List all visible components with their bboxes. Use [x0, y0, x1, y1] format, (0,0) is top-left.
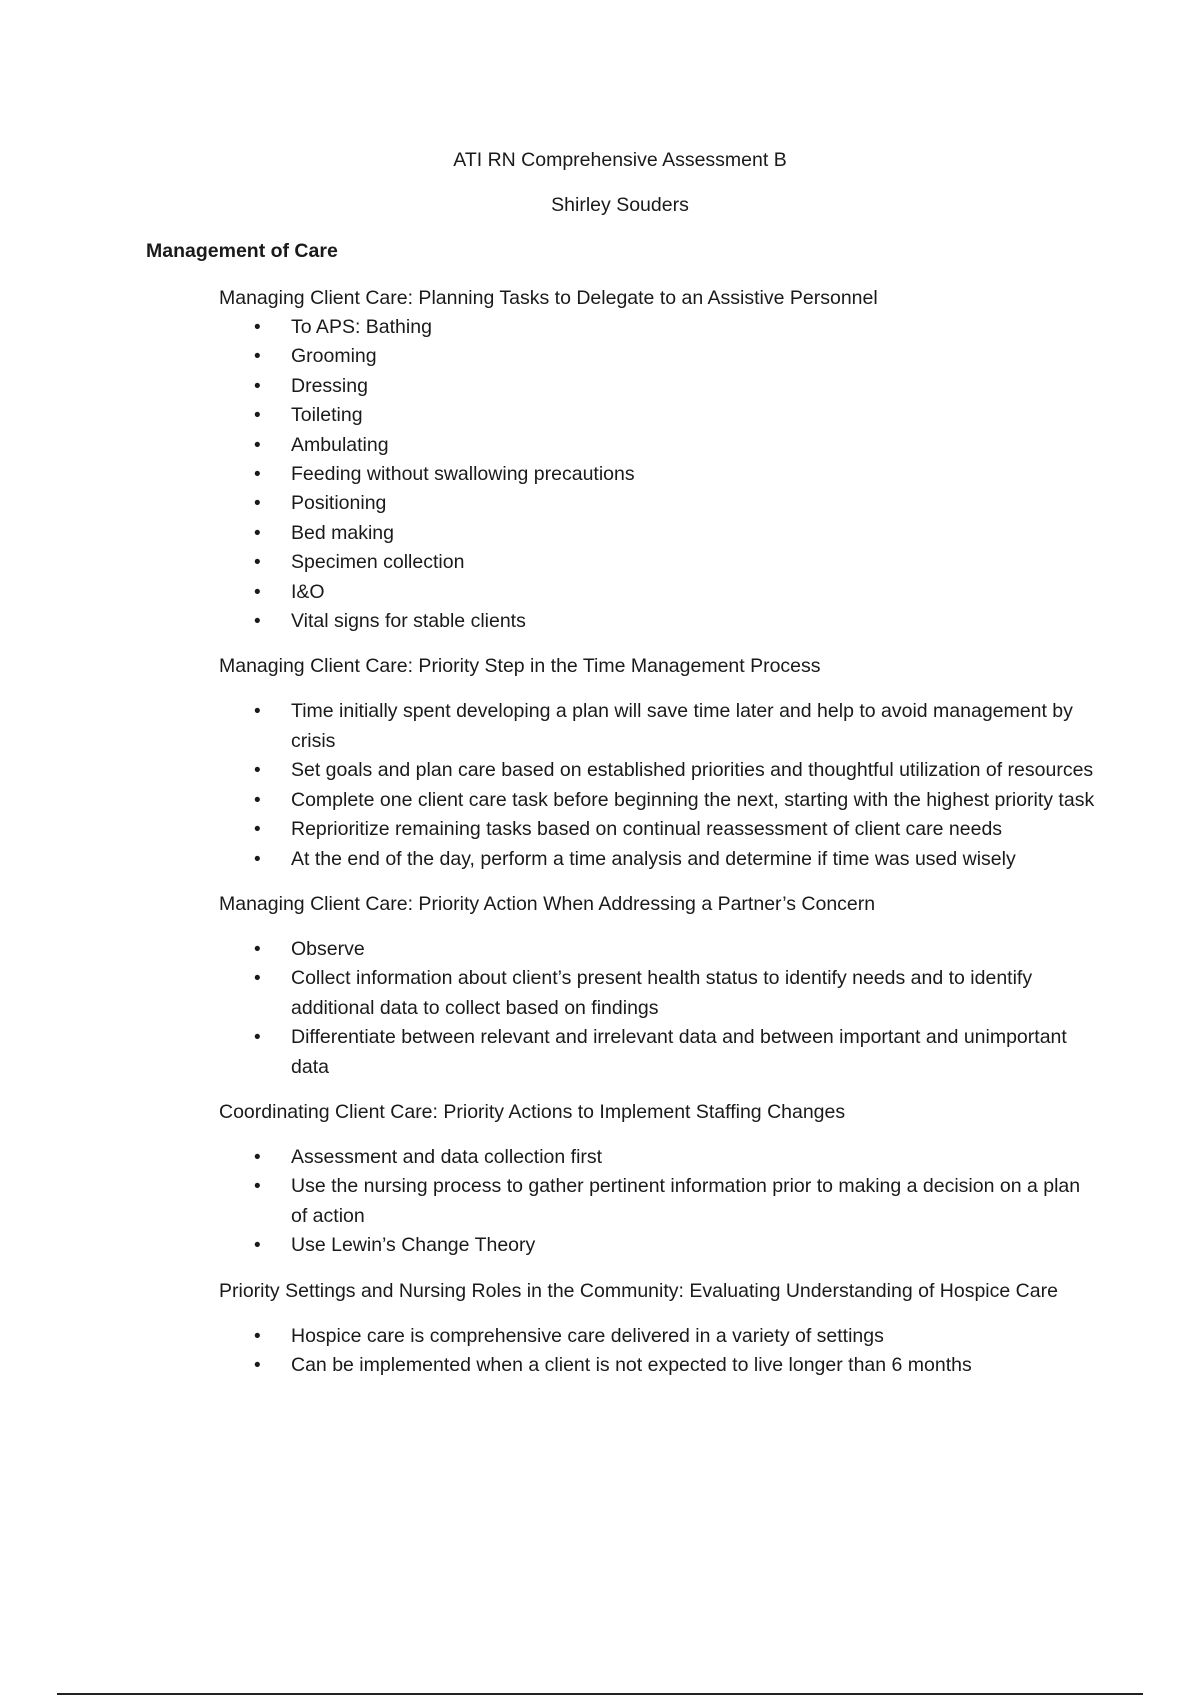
list-item — [219, 756, 1099, 785]
bullet-list — [219, 313, 1099, 636]
bullet-icon: • — [254, 611, 261, 633]
bullet-list — [219, 1322, 1099, 1381]
bullet-icon: • — [254, 375, 261, 397]
list-item-text: Feeding without swallowing precautions — [291, 463, 635, 486]
list-item-text: Assessment and data collection first — [291, 1145, 603, 1168]
list-item-text: Bed making — [291, 521, 394, 544]
list-item-text: Hospice care is comprehensive care delivered in a variety of settings — [291, 1324, 884, 1347]
list-item — [219, 1351, 1099, 1380]
bullet-list — [219, 1143, 1099, 1261]
list-item — [219, 342, 1099, 371]
list-item-text: Use Lewin’s Change Theory — [291, 1234, 536, 1257]
subsection-partner-concern — [219, 890, 1099, 1082]
footer-divider — [57, 1693, 1143, 1695]
list-item-text: Time initially spent developing a plan will save time later and help to avoid management by crisis — [291, 700, 1073, 752]
bullet-icon: • — [254, 968, 261, 990]
bullet-icon: • — [254, 1176, 261, 1198]
bullet-icon: • — [254, 346, 261, 368]
bullet-list — [219, 697, 1099, 873]
bullet-icon: • — [254, 581, 261, 603]
list-item — [219, 489, 1099, 518]
list-item-text: Ambulating — [291, 433, 389, 456]
list-item-text: Collect information about client’s present health status to identify needs and to identify additional data to collect based on findings — [291, 967, 1033, 1019]
bullet-list — [219, 935, 1099, 1082]
subsection-heading: Managing Client Care: Planning Tasks to Delegate to an Assistive Personnel — [219, 287, 878, 309]
bullet-icon: • — [254, 1325, 261, 1347]
subsection-heading: Managing Client Care: Priority Step in the Time Management Process — [219, 655, 821, 678]
document-author: Shirley Souders — [551, 194, 689, 216]
bullet-icon: • — [254, 760, 261, 782]
list-item — [219, 1322, 1099, 1351]
list-item-text: Positioning — [291, 492, 387, 515]
document-title: ATI RN Comprehensive Assessment B — [453, 149, 787, 171]
list-item — [219, 607, 1099, 636]
list-item-text: Can be implemented when a client is not expected to live longer than 6 months — [291, 1353, 972, 1376]
subsection-staffing-changes — [219, 1098, 1099, 1261]
bullet-icon: • — [254, 938, 261, 960]
list-item-text: Specimen collection — [291, 551, 465, 574]
subsection-delegate-tasks — [219, 284, 1099, 636]
bullet-icon: • — [254, 493, 261, 515]
list-item — [219, 460, 1099, 489]
bullet-icon: • — [254, 1354, 261, 1376]
list-item — [219, 578, 1099, 607]
bullet-icon: • — [254, 1146, 261, 1168]
list-item — [219, 548, 1099, 577]
list-item-text: To APS: Bathing — [291, 316, 432, 338]
subsection-heading: Managing Client Care: Priority Action When Addressing a Partner’s Concern — [219, 892, 876, 915]
list-item — [219, 697, 1099, 756]
bullet-icon: • — [254, 317, 261, 338]
list-item-text: Vital signs for stable clients — [291, 610, 526, 633]
list-item — [219, 935, 1099, 964]
bullet-icon: • — [254, 701, 261, 723]
list-item-text: At the end of the day, perform a time analysis and determine if time was used wisely — [291, 847, 1016, 870]
list-item-text: Reprioritize remaining tasks based on continual reassessment of client care needs — [291, 818, 1003, 841]
list-item — [219, 964, 1099, 1023]
list-item — [219, 313, 1099, 342]
bullet-icon: • — [254, 464, 261, 486]
list-item — [219, 1023, 1099, 1082]
list-item-text: Dressing — [291, 374, 368, 397]
bullet-icon: • — [254, 552, 261, 574]
subsection-time-management — [219, 652, 1099, 873]
list-item — [219, 1172, 1099, 1231]
list-item — [219, 1231, 1099, 1260]
list-item — [219, 372, 1099, 401]
subsection-hospice-care — [219, 1277, 1099, 1381]
bullet-icon: • — [254, 819, 261, 841]
list-item-text: Observe — [291, 937, 365, 960]
list-item — [219, 401, 1099, 430]
bullet-icon: • — [254, 434, 261, 456]
list-item — [219, 431, 1099, 460]
list-item-text: Differentiate between relevant and irrelevant data and between important and unimportant data — [291, 1026, 1067, 1078]
list-item — [219, 519, 1099, 548]
list-item-text: I&O — [291, 580, 325, 603]
section-heading: Management of Care — [146, 240, 338, 262]
list-item-text: Use the nursing process to gather pertinent information prior to making a decision on a plan of action — [291, 1175, 1081, 1227]
subsection-heading: Priority Settings and Nursing Roles in the Community: Evaluating Understanding of Hospice Care — [219, 1279, 1058, 1302]
list-item-text: Grooming — [291, 345, 377, 368]
list-item — [219, 1143, 1099, 1172]
bullet-icon: • — [254, 1235, 261, 1257]
list-item — [219, 786, 1099, 815]
bullet-icon: • — [254, 522, 261, 544]
bullet-icon: • — [254, 405, 261, 427]
list-item-text: Toileting — [291, 404, 363, 427]
list-item-text: Complete one client care task before beginning the next, starting with the highest priority task — [291, 788, 1095, 811]
subsection-heading: Coordinating Client Care: Priority Actions to Implement Staffing Changes — [219, 1100, 846, 1123]
list-item-text: Set goals and plan care based on established priorities and thoughtful utilization of resources — [291, 759, 1094, 782]
bullet-icon: • — [254, 789, 261, 811]
bullet-icon: • — [254, 848, 261, 870]
list-item — [219, 815, 1099, 844]
bullet-icon: • — [254, 1027, 261, 1049]
document-body — [219, 284, 1099, 1380]
list-item — [219, 845, 1099, 874]
